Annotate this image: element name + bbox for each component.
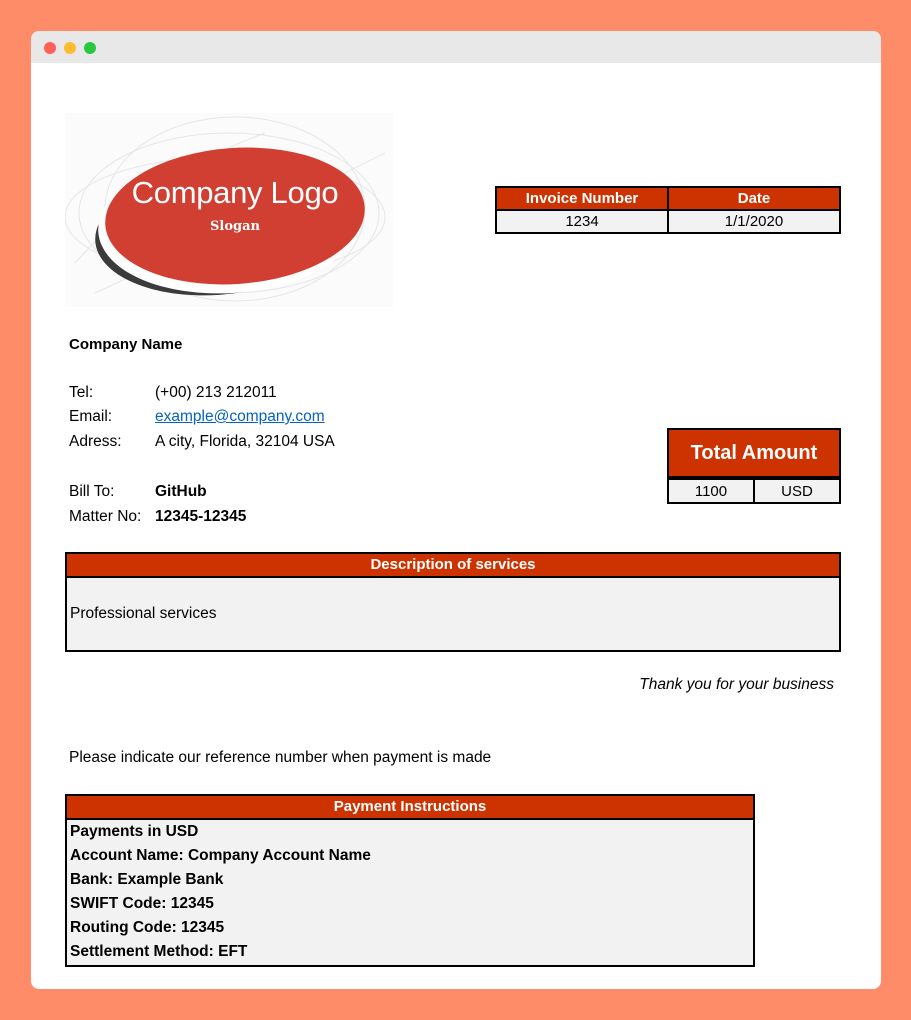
company-name: Company Name [69,336,183,353]
window-titlebar [31,31,881,63]
bill-to-label: Bill To: [69,483,115,500]
document-window [31,31,881,989]
tel-label: Tel: [69,384,94,401]
payment-instructions-body [67,820,753,965]
email-label: Email: [69,408,113,425]
invoice-info-table [495,186,841,234]
payment-line: SWIFT Code: 12345 [70,895,214,912]
payment-instructions-header: Payment Instructions [67,796,753,820]
payment-line: Settlement Method: EFT [70,943,248,960]
address-label: Adress: [69,433,122,450]
total-currency[interactable]: USD [754,479,840,503]
invoice-number-header: Invoice Number [496,187,668,210]
maximize-window-icon[interactable] [84,42,96,54]
logo-slogan: Slogan [210,219,260,234]
description-section [65,552,841,652]
matter-value: 12345-12345 [155,508,247,525]
payment-line: Payments in USD [70,823,199,840]
matter-label: Matter No: [69,508,142,525]
close-window-icon[interactable] [44,42,56,54]
total-amount-table [667,478,841,504]
date-value[interactable]: 1/1/2020 [668,210,840,233]
payment-line: Account Name: Company Account Name [70,847,371,864]
company-logo [65,113,393,307]
payment-line: Routing Code: 12345 [70,919,225,936]
email-link[interactable]: example@company.com [155,408,325,425]
total-amount-header: Total Amount [667,428,841,478]
date-header: Date [668,187,840,210]
payment-line: Bank: Example Bank [70,871,224,888]
address-value: A city, Florida, 32104 USA [155,433,335,450]
description-body[interactable]: Professional services [67,578,839,650]
minimize-window-icon[interactable] [64,42,76,54]
thank-you-note: Thank you for your business [639,676,834,693]
payment-instructions-section [65,794,755,967]
logo-title: Company Logo [131,175,339,210]
total-amount-value[interactable]: 1100 [668,479,754,503]
bill-to-value: GitHub [155,483,207,500]
invoice-number-value[interactable]: 1234 [496,210,668,233]
reference-note: Please indicate our reference number when payment is made [69,749,492,766]
description-header: Description of services [67,554,839,578]
tel-value: (+00) 213 212011 [155,384,277,401]
